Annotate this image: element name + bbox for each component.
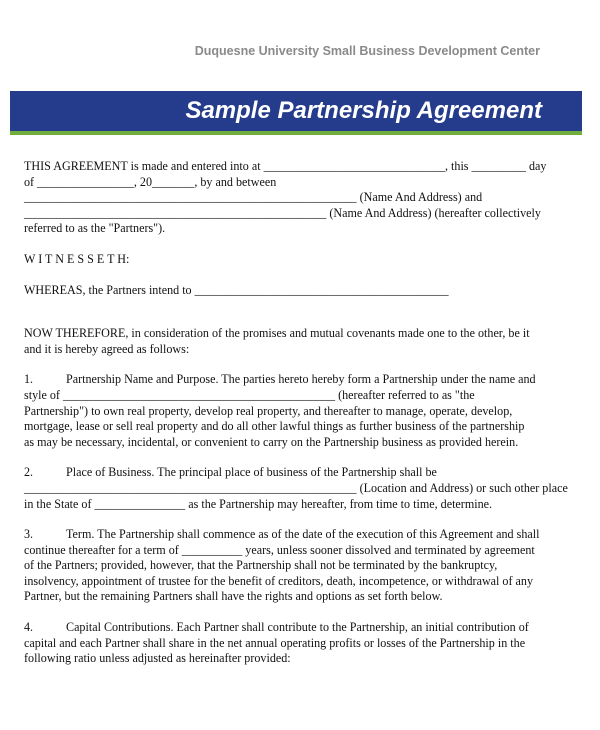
agreement-body (24, 159, 568, 667)
section-number: 1. (24, 372, 34, 387)
title-banner (10, 91, 582, 135)
section-number: 3. (24, 527, 34, 542)
section-line: style of _____________________________________________ (hereafter referred to as "the (24, 387, 475, 402)
section-line: Partner, but the remaining Partners shall have the rights and options as set forth below. (24, 589, 443, 604)
section-line: as may be necessary, incidental, or convenient to carry on the Partnership business as provided herein. (24, 434, 519, 449)
section-first-line: Partnership Name and Purpose. The parties hereto hereby form a Partnership under the name and (66, 372, 536, 387)
section-line: Partnership") to own real property, develop real property, and thereafter to manage, operate, develop, (24, 403, 513, 418)
section-first-line: Capital Contributions. Each Partner shall contribute to the Partnership, an initial contribution of (66, 620, 529, 635)
section-line: insolvency, appointment of trustee for the benefit of creditors, death, incompetence, or withdrawal of any (24, 573, 533, 588)
section-2-heading (24, 465, 554, 481)
intro-line: THIS AGREEMENT is made and entered into at ______________________________, this _________ day (24, 159, 547, 173)
section-line: _______________________________________________________ (Location and Address) or such other place (24, 480, 568, 495)
section-first-line: Place of Business. The principal place of business of the Partnership shall be (66, 465, 437, 480)
therefore-line: and it is hereby agreed as follows: (24, 341, 190, 356)
witnesseth-heading: W I T N E S S E T H: (24, 251, 130, 266)
section-first-line: Term. The Partnership shall commence as of the date of the execution of this Agreement and shall (66, 527, 540, 542)
intro-line: _______________________________________________________ (Name And Address) and (24, 190, 483, 205)
whereas-line: WHEREAS, the Partners intend to __________________________________________ (24, 282, 449, 297)
section-3-heading (24, 527, 554, 543)
org-name: Duquesne University Small Business Development Center (194, 44, 540, 58)
therefore-line: NOW THEREFORE, in consideration of the promises and mutual covenants made one to the other, be it (24, 326, 530, 341)
section-number: 2. (24, 465, 34, 480)
section-number: 4. (24, 620, 34, 635)
section-line: of the Partners; provided, however, that the Partnership shall not be terminated by the bankruptcy, (24, 558, 498, 573)
intro-line: of ________________, 20_______, by and between (24, 174, 277, 189)
section-line: following ratio unless adjusted as hereinafter provided: (24, 651, 291, 666)
intro-line: __________________________________________________ (Name And Address) (hereafter collectively (24, 205, 541, 220)
section-line: continue thereafter for a term of __________ years, unless sooner dissolved and terminated by agreement (24, 542, 535, 557)
section-4-heading (24, 620, 554, 636)
section-1-heading (24, 372, 554, 388)
document-title: Sample Partnership Agreement (185, 97, 542, 124)
section-line: in the State of _______________ as the Partnership may hereafter, from time to time, determine. (24, 496, 493, 511)
intro-line: referred to as the "Partners"). (24, 221, 166, 236)
section-line: capital and each Partner shall share in the net annual operating profits or losses of the Partnership in the (24, 635, 526, 650)
section-line: mortgage, lease or sell real property and do all other lawful things as further business of the partnership (24, 419, 525, 434)
